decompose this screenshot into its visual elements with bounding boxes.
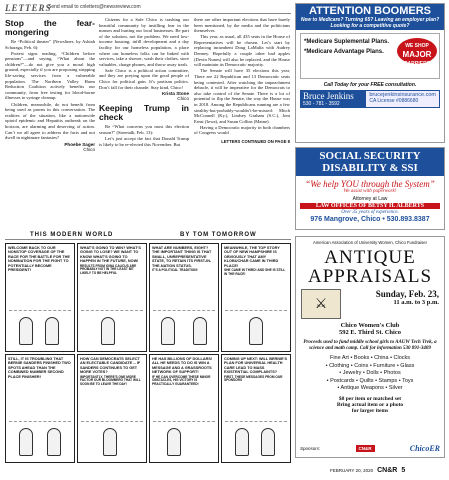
comic-panel (5, 354, 75, 463)
issue-date: FEBRUARY 20, 2020 (330, 468, 374, 473)
panel-subcaption: SHE CAME IN THIRD! AND SHE IS STILL IN THE RACE! (224, 268, 286, 276)
section-label: LETTERS (5, 3, 52, 13)
panel-caption: WHAT'S GOING TO WIN? WHAT'S GOING TO LOSE? WE WANT TO KNOW WHAT'S GOING TO HAPPEN IN THE FUTURE, NOW! (80, 246, 141, 264)
signature (99, 91, 189, 101)
signature-place: Chico (83, 146, 95, 152)
ad-ssi-years: Over 35 years of experience. (341, 210, 399, 215)
signature (5, 142, 95, 152)
panel-caption: WHAT ARE NUMBERS, EIGHT? THE IMPORTANT THING IS THAT SMALL, UNREPRESENTATIVE STATE, TO RETAIN ITS FIRST-IN-THE-NATION STATUS. (152, 246, 212, 268)
badge-bot: CARRIERS (403, 61, 431, 67)
ad-ssi-address[interactable]: 976 Mangrove, Chico • 530.893.8387 (310, 216, 430, 223)
panel-subcaption: FIRST, THESE MESSAGES FROM OUR SPONSORS (224, 374, 283, 383)
price-line: Bring actual item or a photo (336, 401, 404, 408)
ad-antiques-title: ANTIQUE APPRAISALS (307, 247, 433, 287)
plan-item: *Medicare Advantage Plans. (304, 49, 384, 55)
comic-panel (221, 243, 291, 352)
ad-boomers-title: ATTENTION BOOMERS (308, 5, 431, 17)
agent-contact (300, 90, 440, 108)
continued-note: LETTERS CONTINUED ON PAGE 8 (221, 138, 290, 144)
letter-paragraph: Re “What concerns you most this election season?” (Streetalk, Feb. 13): (99, 124, 189, 135)
panel-art (225, 310, 287, 348)
panel-caption: HE HAS BILLIONS OF DOLLARS! ALL HE NEEDS TO DO IS WIN A MESSAGE AND A GRASSROOTS NETWORK OF SUPPORT! (152, 357, 213, 375)
comic-panel (221, 354, 291, 463)
letter-paragraph: Protest signs reading, “Children before pensions”—and saying, “What about the children?”—do not give you a moral high ground, especially if you are proposing stripping life-saving services from a vulnerable population. The Northern Valley Harm Reduction Coalition actively benefits our community, from free testing for blood-borne illnesses to syringe cleanup. (5, 50, 95, 101)
page-footer (330, 467, 405, 474)
appraisal-categories (296, 355, 444, 393)
letter-paragraph: Having a Democratic majority in both chambers of Congress would (194, 124, 290, 136)
agent-block (300, 90, 365, 108)
badge-mid: MAJOR (402, 50, 432, 59)
panel-art (153, 310, 215, 348)
ad-ssi-title: SOCIAL SECURITY DISABILITY & SSI (296, 148, 444, 176)
letter-paragraph: Citizens for a Safe Chico is trashing our beautiful community by instilling fear in the masses and hurting our local businesses. Be part of the solution, not the problem. We need low-income housing, infill development and a day facility for our homeless population, a place where our homeless folks can be linked with services, take a shower, wash their clothes, store valuables, charge phones, and throw away trash. (99, 17, 189, 67)
panel-art (9, 421, 71, 459)
panel-art (225, 421, 287, 459)
signature-name: Phoebe Sager (64, 141, 95, 147)
event-date: Sunday, Feb. 23, (375, 289, 439, 299)
agent-web-block (365, 90, 440, 108)
sponsor-chicoer-logo: ChicoER (409, 444, 440, 453)
agent-name: Bruce Jenkins (303, 91, 354, 101)
ad-antiques-event (301, 289, 439, 319)
letter-paragraph: Children, meanwhile, do not benefit from being used as pawns in this conversation. The realities of the situation, like a nationwide opioid epidemic and Hepatitis outbreak on the horizon, are alarming and deserving of action. Can’t we all agree to address the facts and not dwell in nightmare fantasies? (5, 101, 95, 141)
event-time: 11 a.m. to 3 p.m. (393, 299, 439, 306)
ad-boomers-call: Call Today for your FREE consultation. (323, 82, 417, 88)
category-line: • Postcards • Quilts • Stamps • Toys (326, 377, 414, 384)
category-line: • Jewelry • Dolls • Photos (339, 370, 401, 376)
ad-boomers-header (296, 4, 444, 30)
ad-ssi-attorney: Attorney at Law (352, 196, 388, 202)
letters-column-2 (99, 17, 189, 148)
badge-top: WE SHOP (405, 43, 429, 49)
event-address: 592 E. Third St. Chico (338, 329, 401, 336)
ad-ssi-quote2: We assist with paperwork! (343, 189, 397, 194)
letter-paragraph: Re “Political theater” (Newslines, by Ashiah Scharaga, Feb. 6): (5, 39, 95, 50)
panel-caption: HOW CAN DEMOCRATS SELECT AN ELECTABLE CANDIDATE -- IF SANDERS CONTINUES TO GET MORE VOTES? (80, 357, 141, 375)
ad-antique-appraisals (295, 236, 445, 458)
ad-attention-boomers (295, 3, 445, 143)
headline-fear: Stop the fear-mongering (5, 18, 95, 37)
comic-byline: BY TOM TOMORROW (180, 232, 257, 238)
ad-ssi-quote: “We help YOU through the System” (305, 179, 435, 189)
plan-item: *Medicare Suplemental Plans. (304, 39, 390, 45)
panel-caption: COMING UP NEXT: WILL BERNIE'S PLAN FOR UNIVERSAL HEALTH CARE LEAD TO MASS EXISTENTIAL COMPLAINTS? (224, 357, 287, 375)
panel-art (9, 310, 71, 348)
event-venue: Chico Women's Club (340, 322, 400, 329)
panel-subcaption: IT'S A POLITICAL TRADITION! (152, 268, 198, 273)
carriers-badge (397, 38, 437, 67)
antique-icon: ⚔ (301, 289, 341, 319)
ad-social-security (295, 147, 445, 230)
letter-paragraph: Let’s just accept the fact that Donald Trump is likely to be re-elected this November. But (99, 135, 189, 147)
ad-antiques-info (341, 289, 439, 306)
category-line: • Antique Weapons • Silver (337, 385, 403, 391)
price-line: for larger items (351, 407, 389, 414)
panel-art (81, 421, 143, 459)
event-benefit: Proceeds used to fund middle school girls to AAUW Tech Trek, a science and math camp. Call for information 530 891-3409 (303, 340, 437, 351)
publication-name: CN&R (377, 467, 398, 474)
ad-ssi-law-offices: LAW OFFICES OF BETSY H. ALBERTS (300, 203, 440, 209)
ad-boomers-subtitle: New to Medicare? Turning 65? Leaving an employer plan? Looking for a competitive quote? (300, 17, 440, 29)
letter-paragraph: This year, as usual, all 435 seats in the House of Representatives will be chosen. Let’s start by replacing incumbent Doug LaMalfa with Audrey Denney. Hopefully a couple other bad apples (Devin Nunes) will also be replaced, and the House will maintain its Democratic majority. (194, 34, 290, 68)
panel-subcaption: IMPORTANTLY, THERE'S ONE MORE FACTOR OUR BLOOMBERG THAT WILL SOON BE TO LEAVE THE DAY! (80, 374, 141, 387)
email-link[interactable]: Send email to cnletters@newsreview.com (48, 4, 141, 10)
panel-art (81, 310, 143, 348)
letters-column-1 (5, 17, 95, 155)
headline-trump: Keeping Trump in check (99, 103, 189, 123)
comic-header (5, 232, 291, 240)
page-number: 5 (401, 467, 406, 474)
price-line: $8 per item or matched set (338, 395, 402, 402)
sponsors-label: Sponsors: (300, 446, 321, 451)
sponsor-cnr-logo: CN&R (356, 445, 375, 452)
category-line: Fine Art • Books • China • Clocks (329, 355, 411, 361)
panel-caption: STILL, IT IS TROUBLING THAT BERNIE SANDERS FINISHED TWO SPOTS AHEAD THAN THE COMBINED NUMBER SECOND PLACE FINISHER! (8, 357, 71, 379)
signature-name: Krista Stone (161, 91, 189, 97)
panel-subcaption: IF HE CAN OVERCOME THESE MINOR OBSTACLES, HIS VICTORY IS PRACTICALLY GUARANTEED! (152, 374, 211, 387)
comic-panel (149, 354, 219, 463)
letter-paragraph: there are other important elections that have barely been mentioned, by the media and the politicians themselves. (194, 17, 290, 34)
letters-header (5, 3, 291, 14)
comic-title: THIS MODERN WORLD (30, 232, 114, 238)
ad-column (295, 3, 445, 230)
comic-panel (77, 243, 147, 352)
ad-boomers-plans (300, 33, 440, 79)
panel-art (153, 421, 215, 459)
letter-paragraph: The Senate will have 35 elections this year. There are 22 Republican and 13 Democratic seats being contested. After watching the impeachment debacle, it will be imperative for the Democrats to also take control of the Senate. There is a lot of potential to flip the Senate, the way the House was in 2018. Among the Republicans running are a few stealthy-but-probably-wouldn’t-be-missed: Mitch McConnell (Ky.), Lindsey Graham (S.C.), Joni Ernst (Iowa), and Susan Collins (Maine). (194, 68, 290, 124)
comic-panel (149, 243, 219, 352)
comic-strip (5, 243, 291, 463)
category-line: • Clothing • Coins • Furniture • Glass (325, 362, 415, 369)
agent-license: CA License #0886680 (369, 98, 419, 104)
letter-paragraph: Safe Chico is a political action committee, and they are preying upon the good people of Chico for political gain. It’s partisan politics. Don’t fall for their charade. Stay kind, Chico! (99, 67, 189, 90)
panel-caption: MEANWHILE, THE TOP STORY OUT OF NEW HAMPSHIRE IS OBVIOUSLY THAT AMY KLOBUCHAR CAME IN THIRD PLACE! (224, 246, 280, 268)
comic-panel (5, 243, 75, 352)
panel-caption: WELCOME BACK TO OUR NONSTOP COVERAGE OF THE RACE FOR THE BATTLE FOR THE NOMINATION FOR THE FIGHT TO POTENTIALLY BECOME PRESIDENT! (8, 246, 70, 273)
comic-panel (77, 354, 147, 463)
ad-antiques-org: American Association of University Women, Chico Fundraiser (313, 240, 427, 245)
letters-column-3 (194, 17, 290, 144)
signature-place: Chico (177, 96, 189, 102)
pricing (296, 396, 444, 414)
sponsors (300, 444, 440, 453)
agent-website[interactable]: brucejenkinsinsurance.com (369, 92, 436, 98)
agent-phone[interactable]: 530 - 781 - 3592 (303, 101, 340, 107)
panel-subcaption: RESULTS FROM IOWA CAUCUS ARE PROBABLY NOT IN THE LEAST BIT LIKELY TO BE HELPFUL (80, 263, 137, 276)
